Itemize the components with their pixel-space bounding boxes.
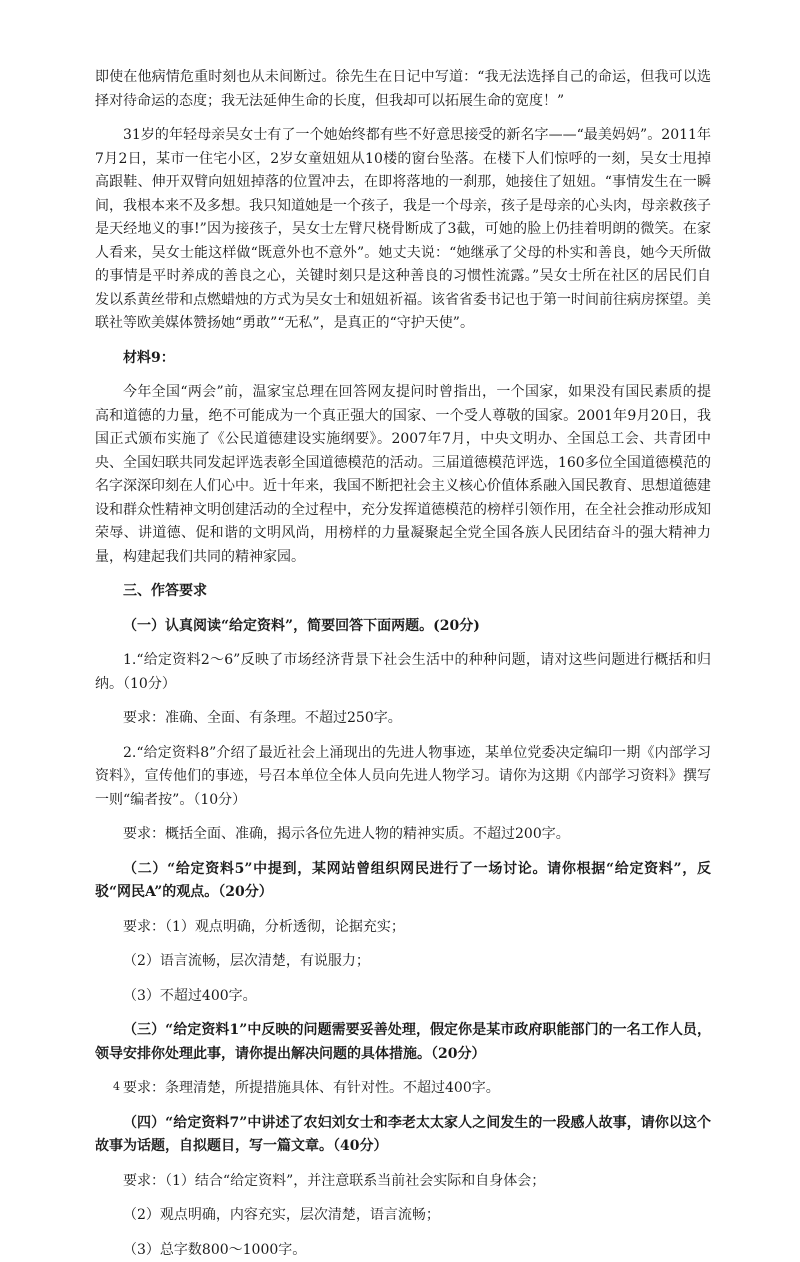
- paragraph: 要求：准确、全面、有条理。不超过250字。: [95, 707, 711, 731]
- section-heading: 三、作答要求: [95, 580, 711, 604]
- page-number: 4: [113, 1080, 120, 1093]
- paragraph: 31岁的年轻母亲吴女士有了一个她始终都有些不好意思接受的新名字——“最美妈妈”。2011年7月2日，某市一住宅小区，2岁女童妞妞从10楼的窗台坠落。在楼下人们惊呼的一刻，吴女士甩掉高跟鞋、伸开双臂向妞妞掉落的位置冲去，在即将落地的一刹那，她接住了妞妞。“事情发生在一瞬间，我根本来不及多想。我只知道她是一个孩子，我是一个母亲，孩子是母亲的心头肉，母亲救孩子是天经地义的事!”因为接孩子，吴女士左臂尺桡骨断成了3截，可她的脸上仍挂着明朗的微笑。在家人看来，吴女士能这样做“既意外也不意外”。她丈夫说：“她继承了父母的朴实和善良，她今天所做的事情是平时养成的善良之心，关键时刻只是这种善良的习惯性流露。”吴女士所在社区的居民们自发以系黄丝带和点燃蜡烛的方式为吴女士和妞妞祈福。该省省委书记也于第一时间前往病房探望。美联社等欧美媒体赞扬她“勇敢”“无私”，是真正的“守护天使”。: [95, 124, 711, 336]
- paragraph: 2.“给定资料8”介绍了最近社会上涌现出的先进人物事迹，某单位党委决定编印一期《内部学习资料》，宣传他们的事迹，号召本单位全体人员向先进人物学习。请你为这期《内部学习资料》撰写一则“编者按”。（10分）: [95, 742, 711, 813]
- document-body: [95, 66, 711, 1262]
- section-heading: （四）“给定资料7”中讲述了农妇刘女士和李老太太家人之间发生的一段感人故事，请你以这个故事为话题，自拟题目，写一篇文章。（40分）: [95, 1112, 711, 1159]
- paragraph: （2）语言流畅，层次清楚，有说服力；: [95, 950, 711, 974]
- paragraph: 要求：（1）观点明确，分析透彻，论据充实；: [95, 916, 711, 940]
- paragraph: 1.“给定资料2～6”反映了市场经济背景下社会生活中的种种问题，请对这些问题进行概括和归纳。（10分）: [95, 649, 711, 696]
- section-heading: （三）“给定资料1”中反映的问题需要妥善处理，假定你是某市政府职能部门的一名工作人员，领导安排你处理此事，请你提出解决问题的具体措施。（20分）: [95, 1019, 711, 1066]
- paragraph: 要求：条理清楚，所提措施具体、有针对性。不超过400字。: [95, 1077, 711, 1101]
- paragraph: （2）观点明确，内容充实，层次清楚，语言流畅；: [95, 1204, 711, 1228]
- paragraph: 即使在他病情危重时刻也从未间断过。徐先生在日记中写道：“我无法选择自己的命运，但我可以选择对待命运的态度；我无法延伸生命的长度，但我却可以拓展生命的宽度！”: [95, 66, 711, 113]
- paragraph: 今年全国“两会”前，温家宝总理在回答网友提问时曾指出，一个国家，如果没有国民素质的提高和道德的力量，绝不可能成为一个真正强大的国家、一个受人尊敬的国家。2001年9月20日，我国正式颁布实施了《公民道德建设实施纲要》。2007年7月，中央文明办、全国总工会、共青团中央、全国妇联共同发起评选表彰全国道德模范的活动。三届道德模范评选，160多位全国道德模范的名字深深印刻在人们心中。近十年来，我国不断把社会主义核心价值体系融入国民教育、思想道德建设和群众性精神文明创建活动的全过程中，充分发挥道德模范的榜样引领作用，在全社会推动形成知荣辱、讲道德、促和谐的文明风尚，用榜样的力量凝聚起全党全国各族人民团结奋斗的强大精神力量，构建起我们共同的精神家园。: [95, 381, 711, 569]
- paragraph: 要求：概括全面、准确，揭示各位先进人物的精神实质。不超过200字。: [95, 823, 711, 847]
- paragraph: （3）总字数800～1000字。: [95, 1239, 711, 1262]
- paragraph: （3）不超过400字。: [95, 985, 711, 1009]
- section-heading: （一）认真阅读“给定资料”，简要回答下面两题。(20分): [95, 615, 711, 639]
- section-heading: （二）“给定资料5”中提到，某网站曾组织网民进行了一场讨论。请你根据“给定资料”，反驳“网民A”的观点。（20分）: [95, 858, 711, 905]
- paragraph: 要求：（1）结合“给定资料”，并注意联系当前社会实际和自身体会；: [95, 1170, 711, 1194]
- section-heading: 材料9：: [95, 347, 711, 371]
